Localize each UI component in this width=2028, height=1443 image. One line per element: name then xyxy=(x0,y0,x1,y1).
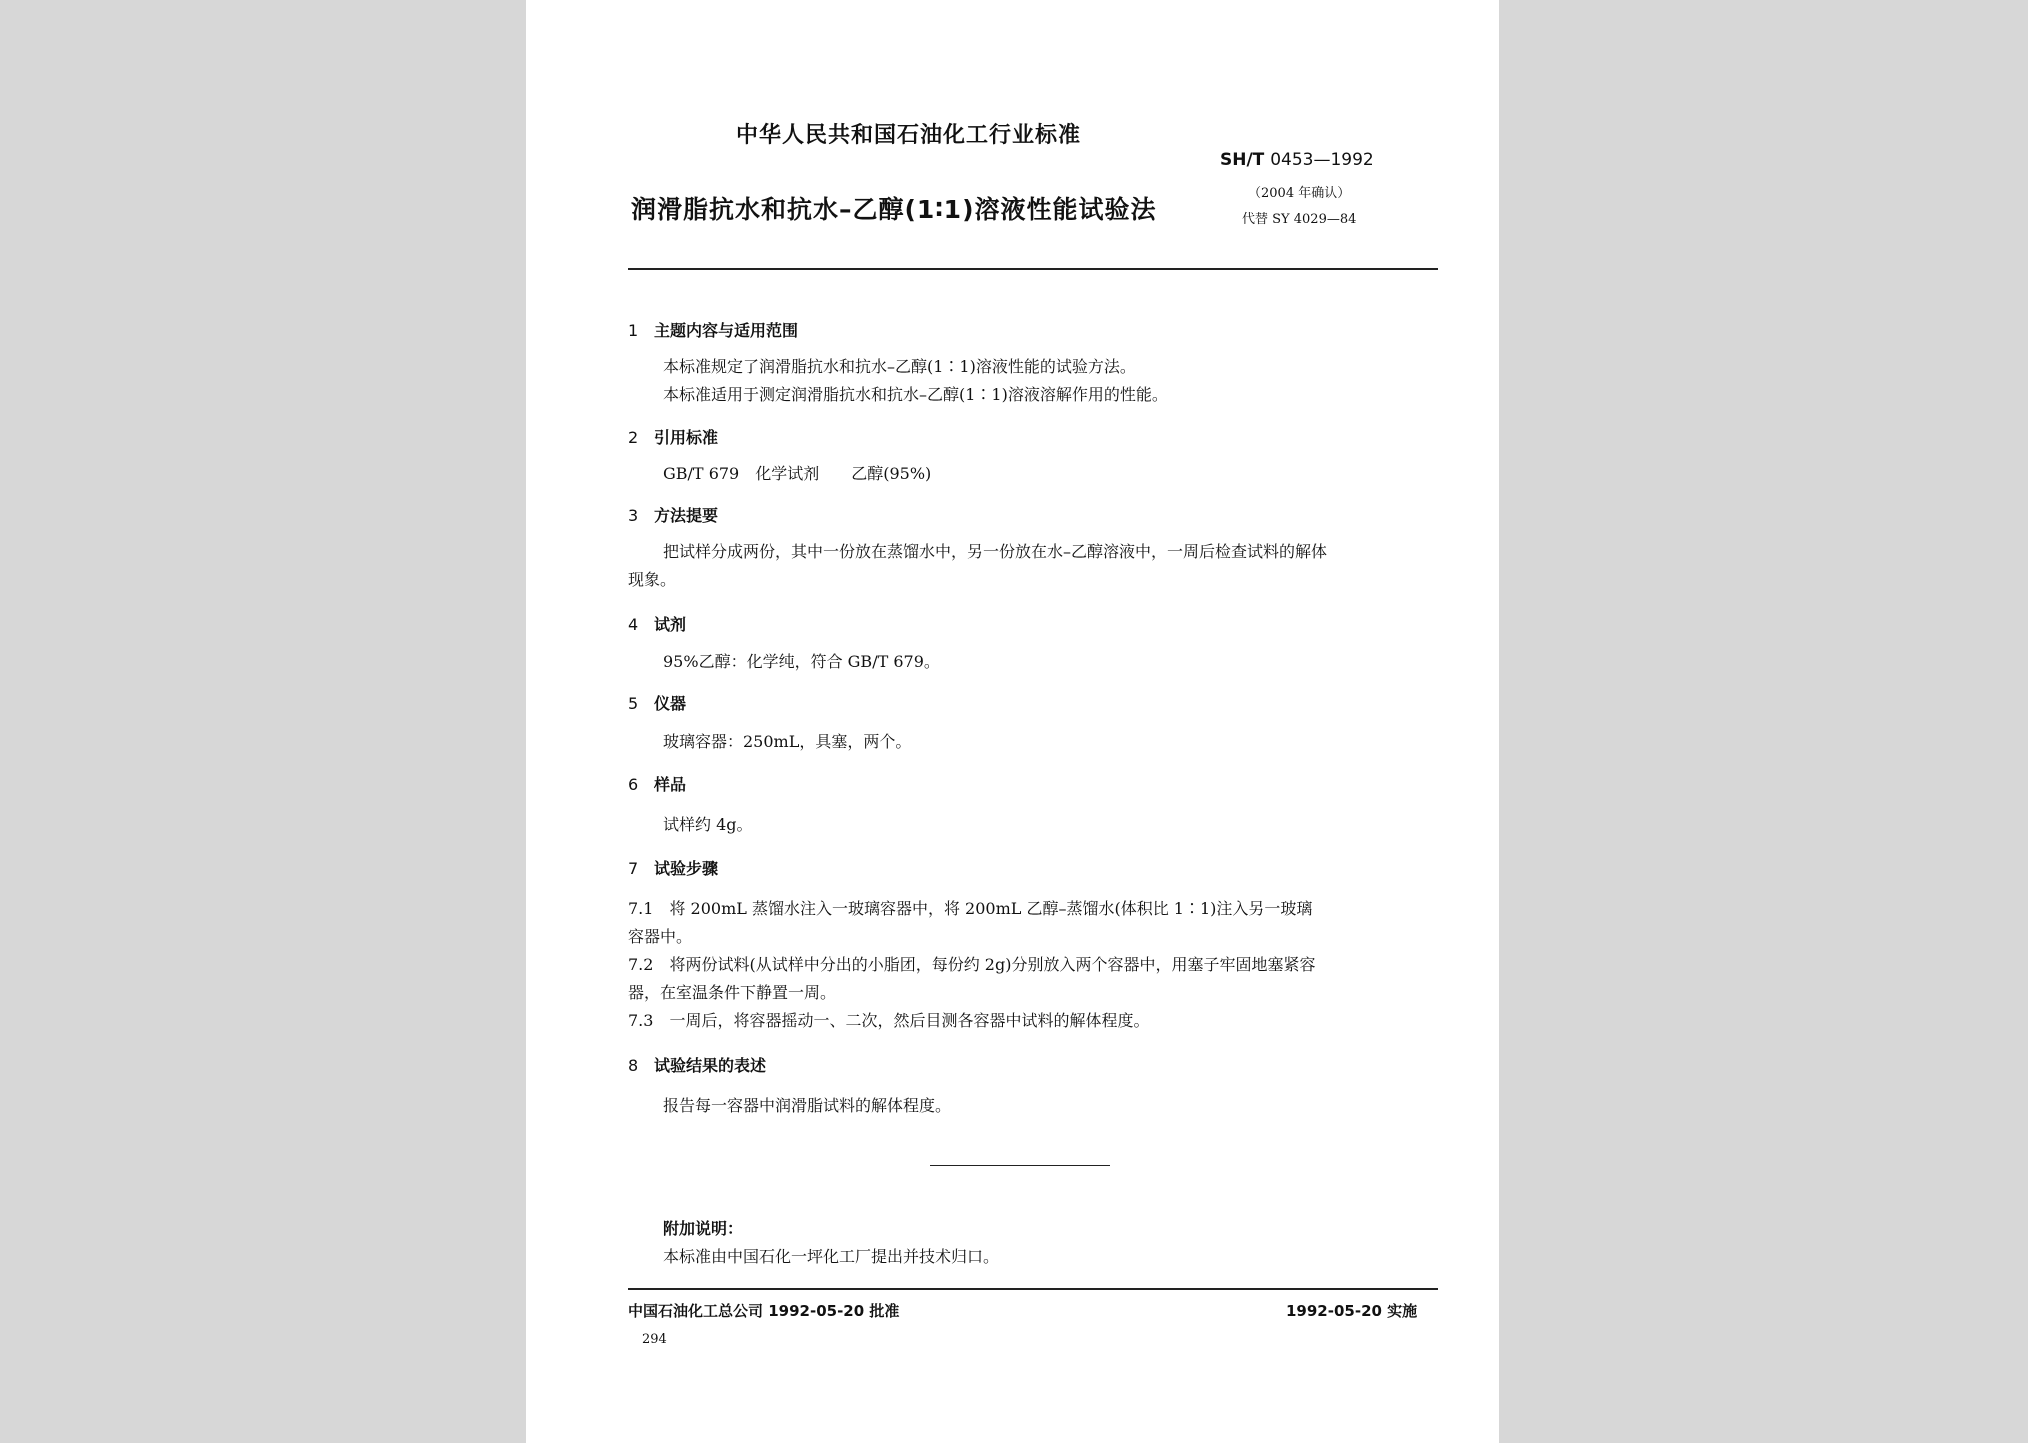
footer-divider xyxy=(628,1288,1438,1290)
step-7-2: 7.2 将两份试料(从试样中分出的小脂团，每份约 2g)分别放入两个容器中，用塞子牢固地塞紧容 xyxy=(628,955,1316,974)
section-title: 样品 xyxy=(654,775,687,794)
section-number: 5 xyxy=(628,694,639,713)
standard-code xyxy=(1220,150,1374,170)
section-title: 仪器 xyxy=(654,694,687,713)
section-number: 7 xyxy=(628,859,639,878)
paragraph: 试样约 4g。 xyxy=(663,815,753,834)
replaces-standard: 代替 SY 4029—84 xyxy=(1242,212,1357,227)
section-heading xyxy=(628,691,686,714)
section-number: 1 xyxy=(628,321,639,340)
section-heading xyxy=(628,612,686,635)
confirmation-year: （2004 年确认） xyxy=(1248,186,1351,201)
step-7-1: 7.1 将 200mL 蒸馏水注入一玻璃容器中，将 200mL 乙醇–蒸馏水(体积比 1∶1)注入另一玻璃 xyxy=(628,899,1313,918)
section-title: 试验步骤 xyxy=(654,859,719,878)
paragraph: 报告每一容器中润滑脂试料的解体程度。 xyxy=(663,1096,952,1115)
page-number: 294 xyxy=(642,1332,667,1347)
end-divider xyxy=(930,1165,1110,1166)
paragraph: 本标准适用于测定润滑脂抗水和抗水–乙醇(1∶1)溶液溶解作用的性能。 xyxy=(663,385,1168,404)
document-page xyxy=(526,0,1499,1443)
document-title: 润滑脂抗水和抗水–乙醇(1∶1)溶液性能试验法 xyxy=(631,195,1157,224)
section-heading xyxy=(628,1053,766,1076)
step-7-1-continuation: 容器中。 xyxy=(628,927,693,946)
additional-note-heading: 附加说明： xyxy=(663,1219,744,1238)
standard-code-prefix: SH/T xyxy=(1220,150,1265,170)
issuing-organization: 中华人民共和国石油化工行业标准 xyxy=(736,123,1082,148)
section-number: 8 xyxy=(628,1056,639,1075)
step-7-2-continuation: 器，在室温条件下静置一周。 xyxy=(628,983,837,1002)
section-title: 主题内容与适用范围 xyxy=(654,321,799,340)
paragraph: 把试样分成两份，其中一份放在蒸馏水中，另一份放在水–乙醇溶液中，一周后检查试料的解体 xyxy=(663,542,1328,561)
section-heading xyxy=(628,503,718,526)
section-title: 引用标准 xyxy=(654,428,719,447)
header-divider xyxy=(628,268,1438,270)
section-heading xyxy=(628,856,718,879)
section-number: 6 xyxy=(628,775,639,794)
section-heading xyxy=(628,772,686,795)
section-title: 方法提要 xyxy=(654,506,719,525)
section-heading xyxy=(628,425,718,448)
paragraph: 95%乙醇：化学纯，符合 GB/T 679。 xyxy=(663,652,940,671)
step-7-3: 7.3 一周后，将容器摇动一、二次，然后目测各容器中试料的解体程度。 xyxy=(628,1011,1150,1030)
paragraph-continuation: 现象。 xyxy=(628,570,677,589)
additional-note-body: 本标准由中国石化一坪化工厂提出并技术归口。 xyxy=(663,1247,1000,1266)
paragraph: 本标准规定了润滑脂抗水和抗水–乙醇(1∶1)溶液性能的试验方法。 xyxy=(663,357,1136,376)
section-title: 试剂 xyxy=(654,615,687,634)
section-number: 3 xyxy=(628,506,639,525)
section-number: 2 xyxy=(628,428,639,447)
standard-code-version: 0453—1992 xyxy=(1270,150,1374,170)
approval-date: 中国石油化工总公司 1992-05-20 批准 xyxy=(628,1302,900,1320)
section-heading xyxy=(628,318,798,341)
referenced-standard: GB/T 679 化学试剂 乙醇(95%) xyxy=(663,464,932,483)
paragraph: 玻璃容器：250mL，具塞，两个。 xyxy=(663,732,912,751)
section-number: 4 xyxy=(628,615,639,634)
effective-date: 1992-05-20 实施 xyxy=(1286,1302,1418,1320)
section-title: 试验结果的表述 xyxy=(654,1056,767,1075)
